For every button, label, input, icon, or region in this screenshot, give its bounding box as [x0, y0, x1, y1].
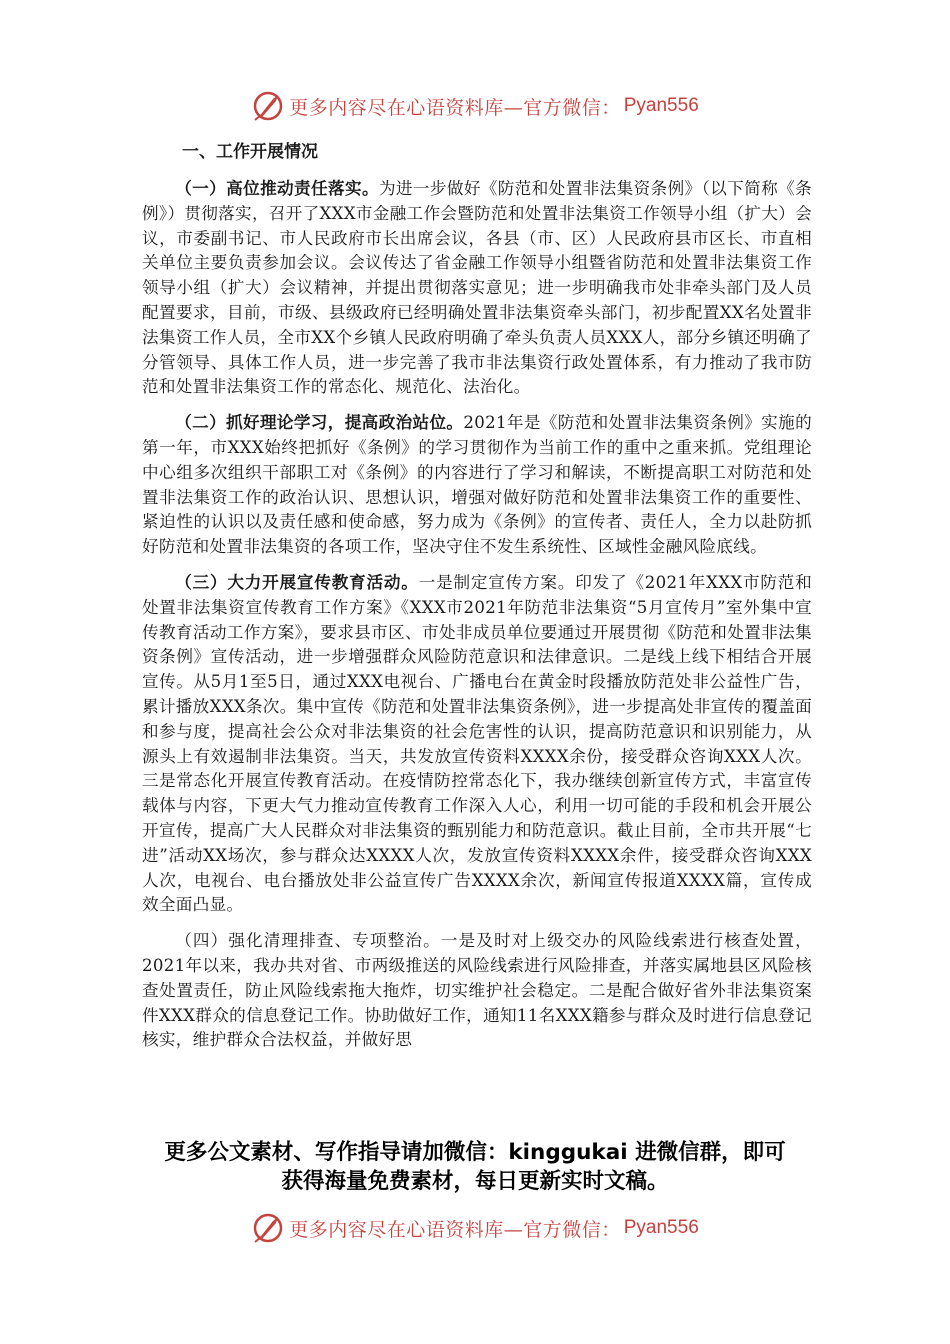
- paragraph-lead: （一）高位推动责任落实。: [175, 179, 379, 198]
- paragraph-body: 一是制定宣传方案。印发了《2021年XXX市防范和处置非法集资宣传教育工作方案》《XXX市2021年防范非法集资“5月宣传月”室外集中宣传教育活动工作方案》，要求县市区、市处非成员单位要通过开展贯彻《防范和处置非法集资条例》宣传活动，进一步增强群众风险防范意识和法律意识。二是线上线下相结合开展宣传。从5月1至5日，通过XXX电视台、广播电台在黄金时段播放防范处非公益性广告，累计播放XXX条次。集中宣传《防范和处置非法集资条例》，进一步提高处非宣传的覆盖面和参与度，提高社会公众对非法集资的社会危害性的认识，提高防范意识和识别能力，从源头上有效遏制非法集资。当天，共发放宣传资料XXXX余份，接受群众咨询XXX人次。三是常态化开展宣传教育活动。在疫情防控常态化下，我办继续创新宣传方式，丰富宣传载体与内容，下更大气力推动宣传教育工作深入人心，利用一切可能的手段和机会开展公开宣传，提高广大人民群众对非法集资的甄别能力和防范意识。截止目前，全市共开展“七进”活动XX场次，参与群众达XXXX人次，发放宣传资料XXXX余件，接受群众咨询XXX人次，电视台、电台播放处非公益宣传广告XXXX余次，新闻宣传报道XXXX篇，宣传成效全面凸显。: [142, 572, 813, 915]
- paragraph-lead: （三）大力开展宣传教育活动。: [175, 572, 419, 592]
- document-body: [142, 136, 812, 1064]
- watermark-id: Pyan556: [623, 95, 699, 116]
- watermark-id: Pyan556: [623, 1217, 699, 1238]
- promo-line-2: 获得海量免费素材，每日更新实时文稿。: [281, 1169, 669, 1194]
- paragraph-3: [142, 571, 812, 918]
- paragraph-body: 2021年是《防范和处置非法集资条例》实施的第一年，市XXX始终把抓好《条例》的学习贯彻作为当前工作的重中之重来抓。党组理论中心组多次组织干部职工对《条例》的内容进行了学习和解读，不断提高职工对防范和处置非法集资工作的政治认识、思想认识，增强对做好防范和处置非法集资工作的重要性、紧迫性的认识以及责任感和使命感，努力成为《条例》的宣传者、责任人，全力以赴防抓好防范和处置非法集资的各项工作，坚决守住不发生系统性、区域性金融风险底线。: [142, 413, 812, 557]
- watermark-header: [0, 82, 950, 130]
- paragraph-2: [142, 411, 812, 560]
- promo-line-1: 更多公文素材、写作指导请加微信：kinggukai 进微信群，即可: [164, 1140, 786, 1165]
- quill-logo-icon: [251, 1211, 285, 1245]
- promo-notice: [0, 1138, 950, 1196]
- section-title: 一、工作开展情况: [182, 142, 318, 162]
- paragraph-4: [142, 929, 812, 1053]
- watermark-text: 更多内容尽在心语资料库—官方微信：: [289, 1218, 621, 1241]
- watermark-footer: [0, 1204, 950, 1252]
- paragraph-lead: （二）抓好理论学习，提高政治站位。: [175, 413, 464, 433]
- paragraph-body: 为进一步做好《防范和处置非法集资条例》（以下简称《条例》）贯彻落实，召开了XXX市金融工作会暨防范和处置非法集资工作领导小组（扩大）会议，市委副书记、市人民政府市长出席会议，各县（市、区）人民政府县市区长、市直相关单位主要负责参加会议。会议传达了省金融工作领导小组暨省防范和处置非法集资工作领导小组（扩大）会议精神，并提出贯彻落实意见；进一步明确我市处非牵头部门及人员配置要求，目前，市级、县级政府已经明确处置非法集资牵头部门，初步配置XX名处置非法集资工作人员，全市XX个乡镇人民政府明确了牵头负责人员XXX人，部分乡镇还明确了分管领导、具体工作人员，进一步完善了我市非法集资行政处置体系，有力推动了我市防范和处置非法集资工作的常态化、规范化、法治化。: [142, 179, 812, 397]
- watermark-text: 更多内容尽在心语资料库—官方微信：: [289, 96, 621, 119]
- paragraph-body: （四）强化清理排查、专项整治。一是及时对上级交办的风险线索进行核查处置，2021年以来，我办共对省、市两级推送的风险线索进行风险排查，并落实属地县区风险核查处置责任，防止风险线索拖大拖炸，切实维护社会稳定。二是配合做好省外非法集资案件XXX群众的信息登记工作。协助做好工作，通知11名XXX籍参与群众及时进行信息登记核实，维护群众合法权益，并做好思: [142, 931, 812, 1050]
- quill-logo-icon: [251, 89, 285, 123]
- paragraph-1: [142, 177, 812, 400]
